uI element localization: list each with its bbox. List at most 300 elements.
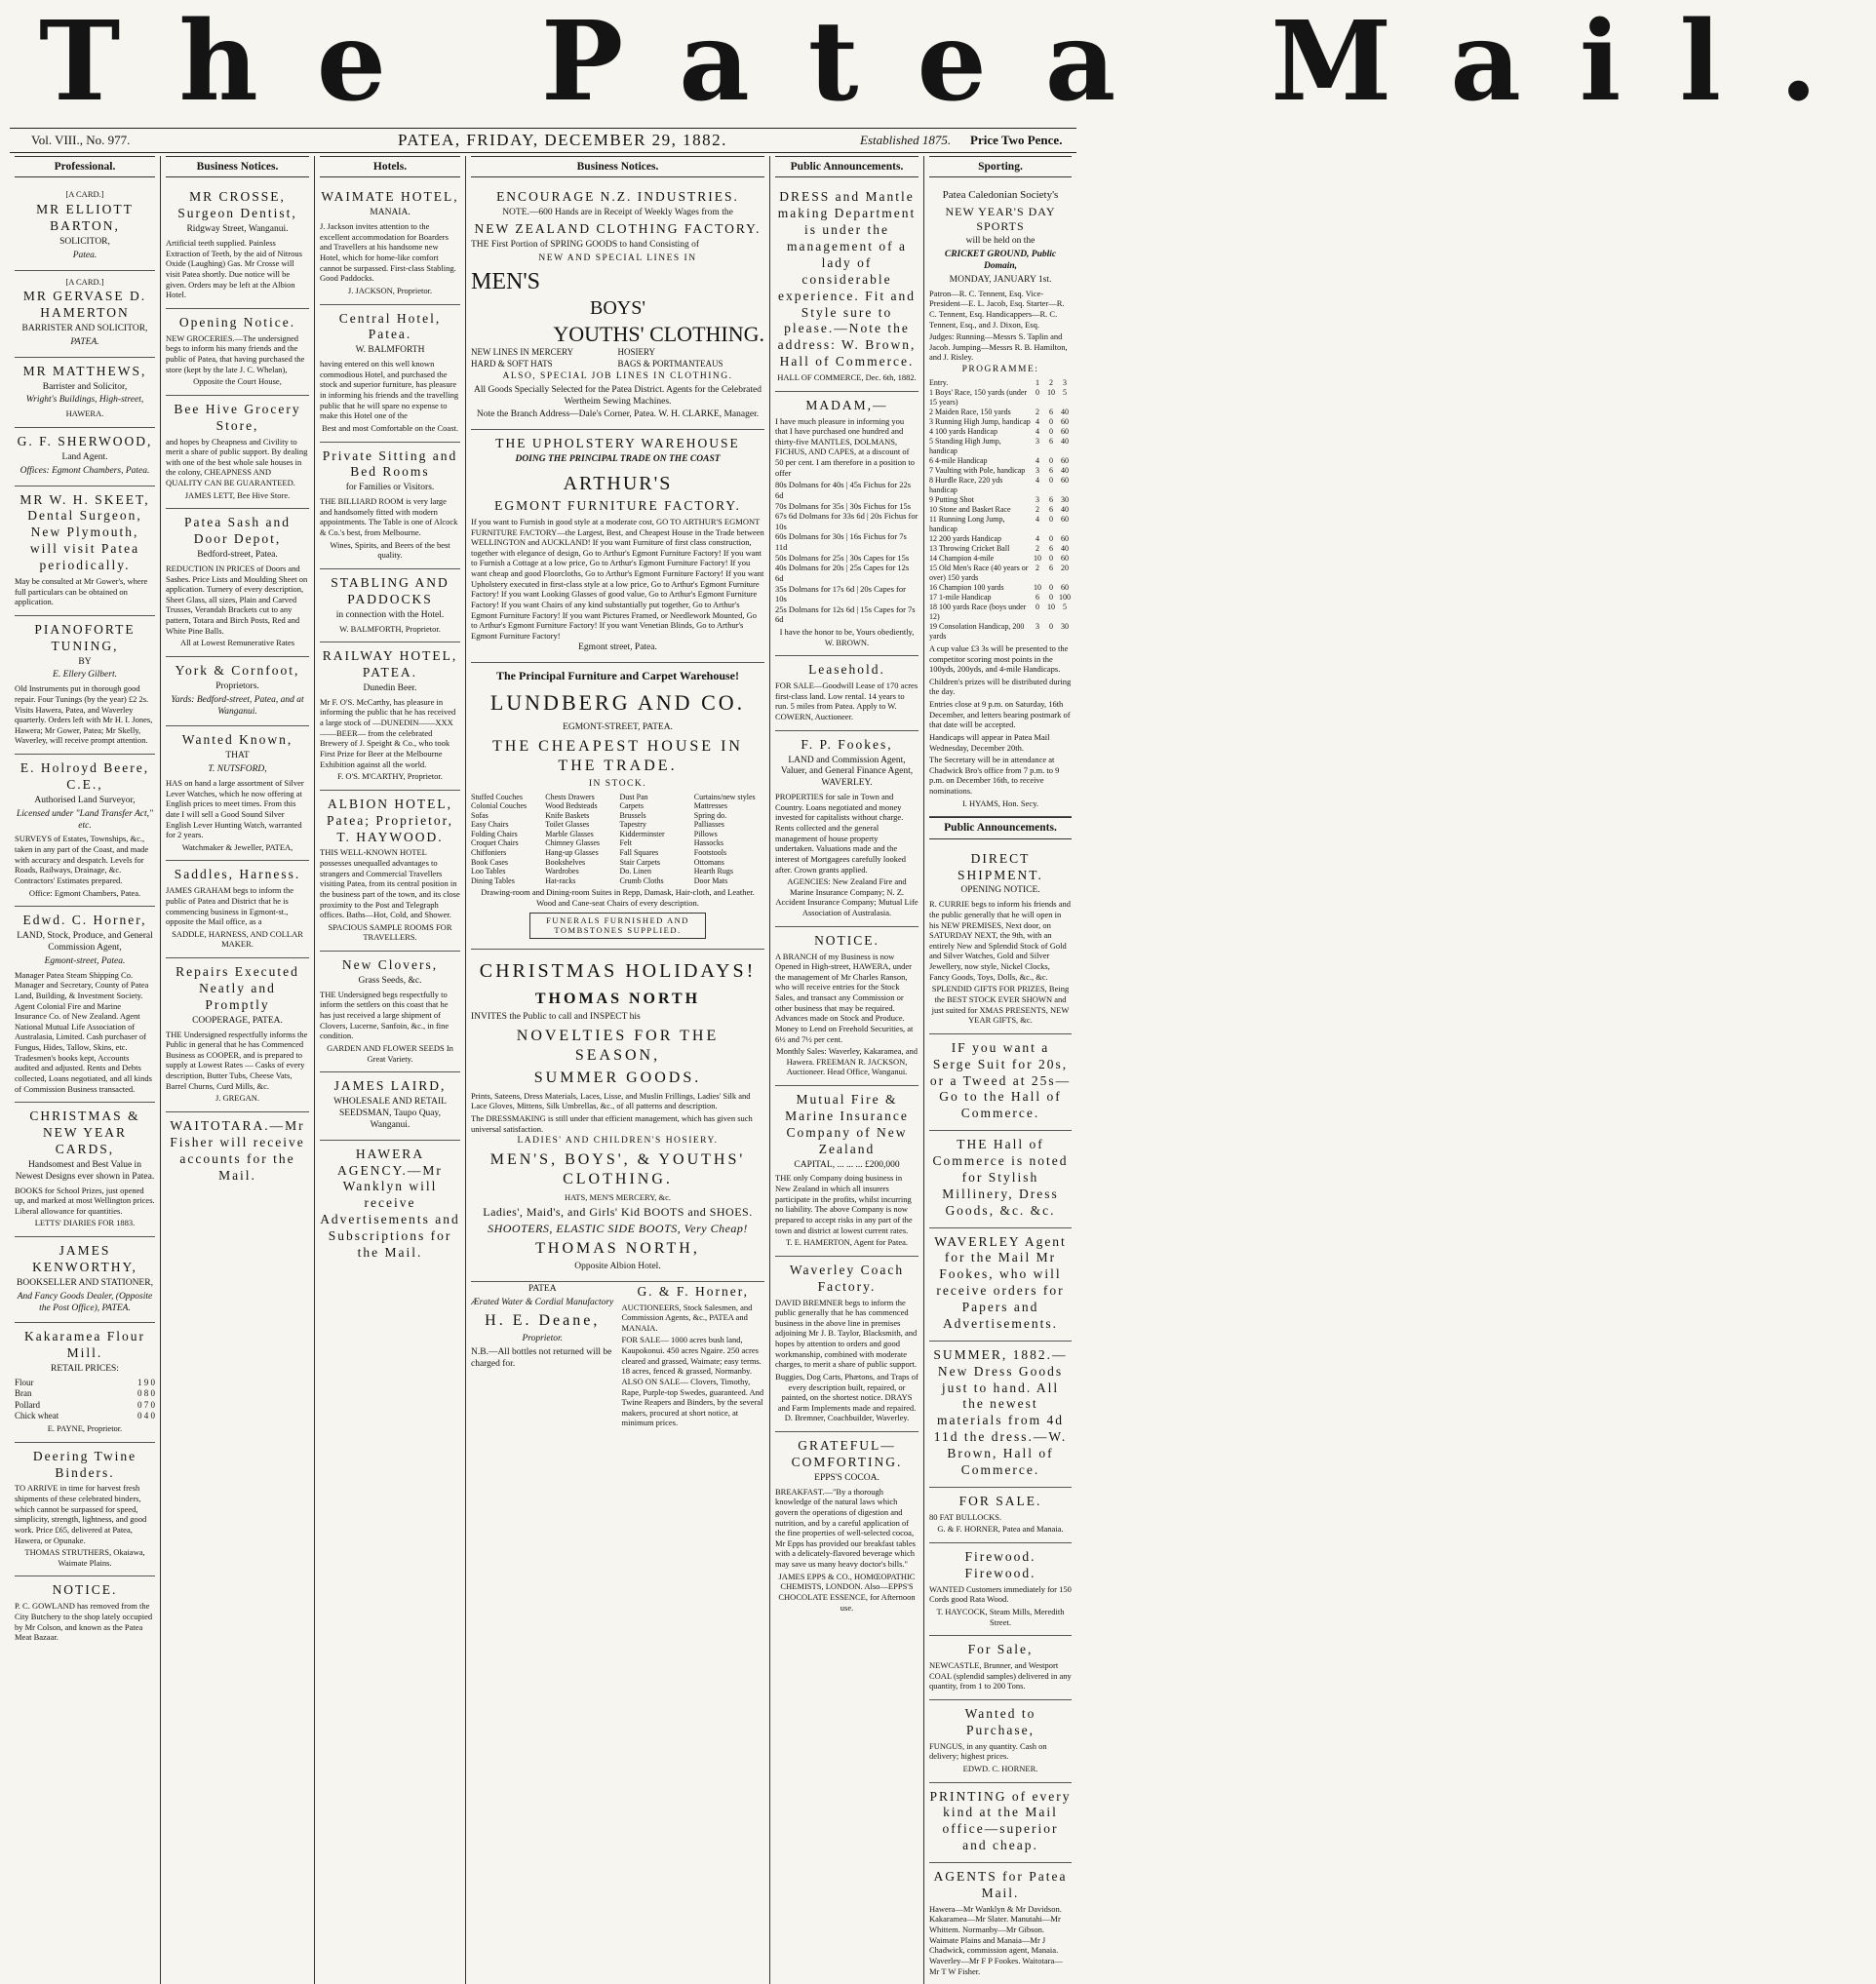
- programme-cell: 18 100 yards Race (boys under 12): [929, 602, 1027, 621]
- programme-cell: 10: [1047, 602, 1055, 611]
- horner-ad: [622, 1282, 765, 1430]
- price-value: 0 8 0: [137, 1388, 155, 1399]
- column-professional: [10, 156, 161, 1984]
- advertisement: [166, 657, 309, 727]
- programme-cell: 2: [1036, 407, 1039, 416]
- ad-also: ALSO, SPECIAL JOB LINES IN CLOTHING.: [502, 370, 733, 381]
- programme-cell: 3 Running High Jump, handicap: [929, 416, 1031, 426]
- clothing-line: HOSIERY: [617, 347, 656, 358]
- business-name: ARTHUR'S: [563, 473, 673, 494]
- ad-slogan: THE CHEAPEST HOUSE IN THE TRADE.: [492, 737, 743, 774]
- ad-footer: All Goods Specially Selected for the Patea District. Agents for the Celebrated Wertheim Sewing Machines.: [474, 384, 762, 407]
- ad-extra: E. PAYNE, Proprietor.: [47, 1423, 123, 1433]
- column-public-announcements: [770, 156, 924, 1984]
- programme-cell: 0: [1049, 455, 1053, 465]
- ad-role: MANAIA.: [370, 208, 410, 218]
- price-line: 70s Dolmans for 35s | 30s Fichus for 15s: [775, 500, 912, 511]
- mantle-price-list: [775, 480, 918, 625]
- stock-item: Folding Chairs: [471, 829, 518, 838]
- ad-heading: MR GERVASE D. HAMERTON: [22, 289, 147, 320]
- ad-extra: SPACIOUS SAMPLE ROOMS FOR TRAVELLERS.: [328, 921, 452, 943]
- ad-signature: THOMAS NORTH,: [535, 1239, 700, 1257]
- ad-heading: Deering Twine Binders.: [32, 1448, 137, 1480]
- ad-heading: FOR SALE.: [958, 1493, 1042, 1508]
- programme-cell: 0: [1049, 533, 1053, 543]
- ad-body: and hopes by Cheapness and Civility to merit a share of public support. By dealing with one of the best whole sale houses in the colony, CHEAPNESS AND QUALITY CAN BE GUARANTEED.: [166, 436, 308, 487]
- programme-cell: 0: [1049, 621, 1053, 631]
- dateline: [10, 128, 1076, 153]
- advertisement: [15, 1103, 155, 1237]
- programme-row: [929, 583, 1072, 593]
- ad-role: Authorised Land Surveyor,: [34, 795, 136, 805]
- programme-cell: 2: [1036, 543, 1039, 553]
- advertisement: [775, 183, 918, 391]
- sports-signature: I. HYAMS, Hon. Secy.: [961, 797, 1039, 808]
- mens-heading: MEN'S: [471, 268, 541, 294]
- price-line: 60s Dolmans for 30s | 16s Fichus for 7s 11d: [775, 531, 907, 552]
- stock-item: Marble Glasses: [545, 829, 594, 838]
- programme-cell: 7 Vaulting with Pole, handicap: [929, 465, 1026, 475]
- ad-body: May be consulted at Mr Gower's, where full particulars can be obtained on application.: [15, 575, 148, 607]
- established-year: Established 1875.: [860, 133, 952, 147]
- advertisement: [320, 443, 460, 569]
- ad-intro: THE First Portion of SPRING GOODS to hand Consisting of: [471, 240, 700, 250]
- ad-role: BARRISTER AND SOLICITOR,: [21, 323, 148, 333]
- ad-extra: GARDEN AND FLOWER SEEDS In Great Variety.: [327, 1042, 453, 1064]
- programme-cell: 40: [1061, 465, 1069, 475]
- shooters-heading: SHOOTERS, ELASTIC SIDE BOOTS, Very Cheap!: [488, 1221, 748, 1235]
- ad-body: NEW GROCERIES.—The undersigned begs to inform his many friends and the public of Patea, that having purchased the store (kept by the late J. C. Whelan),: [166, 332, 305, 374]
- ad-body: A BRANCH of my Business is now Opened in High-street, HAWERA, under the management of Mr Charles Ranson, who will receive entries for the Stock Sales, and transact any Commission or other business that may be required. Advances made on Stock and Produce. Money to Lend on Freehold Securities, at 6½ and 7½ per cent.: [775, 951, 914, 1044]
- programme-cell: 8 Hurdle Race, 220 yds handicap: [929, 475, 1003, 494]
- ad-subheading: DOING THE PRINCIPAL TRADE ON THE COAST: [515, 454, 721, 465]
- advertisement: [775, 1086, 918, 1257]
- stock-item: Book Cases: [471, 857, 508, 867]
- ad-heading: Repairs Executed Neatly and Promptly: [176, 964, 299, 1012]
- ad-place: And Fancy Goods Dealer, (Opposite the Post Office), PATEA.: [17, 1291, 153, 1313]
- programme-row: [929, 456, 1072, 466]
- ad-body: Artificial teeth supplied. Painless Extraction of Teeth, by the aid of Nitrous Oxide (Laughing) Gas. Mr Crosse will visit Patea shortly. Due notice will be given. Orders may be left at the Albion Hotel.: [166, 238, 302, 300]
- ad-heading: Leasehold.: [808, 662, 885, 678]
- price-line: 25s Dolmans for 12s 6d | 15s Capes for 7s 6d: [775, 603, 916, 625]
- programme-cell: 0: [1049, 553, 1053, 563]
- advertisement: [775, 1432, 918, 1620]
- ad-role: Ridgway Street, Wanganui.: [186, 224, 289, 235]
- ad-extra: W. BALMFORTH, Proprietor.: [339, 623, 441, 634]
- advertisement: [166, 183, 309, 308]
- ad-role: for Families or Visitors.: [345, 483, 435, 493]
- flour-price-list: [15, 1378, 155, 1421]
- ad-place: Offices: Egmont Chambers, Patea.: [20, 465, 150, 476]
- ad-body: SURVEYS of Estates, Townships, &c., taken in any part of the Coast, and made with accuracy and despatch. Levels for Roads, Railways, Drainage, &c. Contractors' Estimates prepared.: [15, 834, 149, 885]
- ad-heading: HAWERA AGENCY.—Mr Wanklyn will receive Advertisements and Subscriptions for the Mail.: [320, 1146, 460, 1260]
- programme-cell: 9 Putting Shot: [929, 494, 974, 504]
- programme-row: [929, 388, 1072, 408]
- advertisement: [15, 183, 155, 270]
- advertisement: [929, 1488, 1072, 1543]
- programme-row: [929, 495, 1072, 505]
- ad-heading: MR W. H. SKEET, Dental Surgeon, New Plymouth, will visit Patea periodically.: [20, 491, 150, 572]
- ad-body: FOR SALE—Goodwill Lease of 170 acres first-class land. Low rental. 14 years to run. 5 miles from Patea. Apply to W. COWERN, Auctioneer.: [775, 681, 918, 721]
- sports-venue: will be held on the: [965, 236, 1036, 247]
- issue-price: Price Two Pence.: [970, 133, 1063, 147]
- advertisement: [15, 1237, 155, 1323]
- ad-headline: ENCOURAGE N.Z. INDUSTRIES.: [496, 189, 739, 205]
- ad-body: THE Undersigned respectfully informs the Public in general that he has Commenced Business as COOPER, and is prepared to supply at Lowest Rates — Casks of every description, Butter Tubs, Cheese Vats, Barrel Churns, Curd Mills, &c.: [166, 1029, 308, 1091]
- section-heading: Business Notices.: [166, 156, 309, 177]
- ad-address: Egmont street, Patea.: [578, 642, 657, 653]
- ad-heading: PRINTING of every kind at the Mail office—superior and cheap.: [929, 1788, 1072, 1853]
- ad-heading: GRATEFUL—COMFORTING.: [791, 1438, 903, 1469]
- ad-role: SOLICITOR,: [59, 236, 110, 247]
- stock-item: Curtains/new styles: [693, 792, 756, 801]
- programme-cell: 30: [1061, 621, 1069, 631]
- ad-heading: MR ELLIOTT BARTON,: [36, 202, 134, 233]
- programme-row: [929, 408, 1072, 417]
- programme-cell: 19 Consolation Handicap, 200 yards: [929, 621, 1025, 641]
- ad-extra: JAMES LETT, Bee Hive Store.: [184, 489, 291, 500]
- sports-ground: CRICKET GROUND, Public Domain,: [944, 250, 1057, 271]
- programme-cell: 10: [1047, 387, 1055, 397]
- column-business-notices-wide: [466, 156, 770, 1984]
- ad-list: [166, 183, 309, 1191]
- sports-society: Patea Caledonian Society's: [942, 189, 1059, 202]
- ad-body: NEWCASTLE, Brunner, and Westport COAL (splendid samples) delivered in any quantity, from 1 to 200 Tons.: [929, 1660, 1072, 1692]
- ad-heading: THE Hall of Commerce is noted for Stylish Millinery, Dress Goods, &c. &c.: [932, 1137, 1069, 1218]
- advertisement: [320, 952, 460, 1072]
- advertisement: [15, 428, 155, 486]
- programme-cell: 3: [1036, 621, 1039, 631]
- programme-cell: 40: [1061, 407, 1069, 416]
- issue-date: PATEA, FRIDAY, DECEMBER 29, 1882.: [398, 131, 727, 149]
- advertisement: [320, 642, 460, 791]
- volume-number: Vol. VIII., No. 977.: [31, 133, 131, 147]
- advertisement: [320, 305, 460, 443]
- ad-body: TO ARRIVE in time for harvest fresh shipments of these celebrated binders, which cannot be surpassed for speed, simplicity, strength, lightness, and good work. Price £65, delivered at Patea, Hawera, or Opunake.: [15, 1483, 147, 1545]
- ad-heading: RAILWAY HOTEL, PATEA.: [322, 648, 458, 680]
- stock-item: Crumb Cloths: [619, 875, 664, 885]
- programme-table: [929, 388, 1072, 642]
- programme-cell: 0: [1049, 582, 1053, 592]
- ad-body: THE only Company doing business in New Zealand in which all insurers participate in the profits, whilst incurring no liability. The above Company is now prepared to accept risks in any part of the town and district at lowest current rates.: [775, 1173, 913, 1235]
- price-value: 0 7 0: [137, 1399, 155, 1410]
- business-name: G. & F. Horner,: [637, 1283, 750, 1299]
- ad-sale: FOR SALE— 1000 acres bush land, Kaupokonui. 450 acres Ngaire. 250 acres cleared and grassed, Waimate; easy terms. 18 acres, fenced & grassed, Normanby. ALSO ON SALE— Clovers, Timothy, Rape, Purple-top Swedes, guaranteed. And Twine Reapers and Binders, by the several makers, procured at short notice, at minimum prices.: [621, 1335, 764, 1428]
- ad-role: Proprietors.: [215, 681, 259, 691]
- ad-role: Proprietor.: [522, 1334, 564, 1344]
- ad-body: PROPERTIES for sale in Town and Country. Loans negotiated and money invested for capitalists without charge. Rents collected and the general management of house property undertaken. Valuations made and the interest of Mortgagees carefully looked after. Crown grants applied.: [775, 792, 907, 875]
- programme-title: PROGRAMME:: [961, 365, 1039, 374]
- stock-item: Chiffoniers: [471, 848, 507, 858]
- youths-heading: YOUTHS' CLOTHING.: [553, 321, 764, 346]
- advertisement: [15, 907, 155, 1103]
- ad-heading: WAIMATE HOTEL,: [321, 189, 459, 205]
- ad-place: Egmont-street, Patea.: [44, 955, 126, 966]
- programme-row: [929, 437, 1072, 456]
- stock-item: Felt: [619, 838, 632, 848]
- ad-heading: Wanted Known,: [181, 732, 293, 748]
- ad-heading: E. Holroyd Beere, C.E.,: [20, 760, 150, 792]
- advertisement: [15, 358, 155, 428]
- ad-heading: AGENTS for Patea Mail.: [933, 1869, 1068, 1900]
- ad-note: NOTE.—600 Hands are in Receipt of Weekly Wages from the: [502, 208, 733, 218]
- ad-place: Wright's Buildings, High-street,: [25, 395, 144, 406]
- programme-cell: 4 100 yards Handicap: [929, 426, 997, 436]
- ad-heading: Wanted to Purchase,: [964, 1705, 1036, 1737]
- ad-extra: G. & F. HORNER, Patea and Manaia.: [937, 1524, 1064, 1535]
- programme-cell: 1 Boys' Race, 150 yards (under 15 years): [929, 387, 1028, 407]
- ad-extra: Best and most Comfortable on the Coast.: [322, 422, 458, 433]
- advertisement: [15, 271, 155, 358]
- ad-extra: JAMES EPPS & CO., HOMŒOPATHIC CHEMISTS, LONDON. Also—EPPS'S CHOCOLATE ESSENCE, for Afternoon use.: [778, 1571, 916, 1613]
- ad-extra: HAWERA.: [65, 408, 104, 419]
- factory-name: EGMONT FURNITURE FACTORY.: [494, 498, 741, 513]
- ad-body: P. C. GOWLAND has removed from the City Butchery to the shop lately occupied by Mr Colson, and known as the Patea Meat Bazaar.: [15, 1601, 153, 1643]
- price-row: [15, 1378, 155, 1388]
- ad-extra: SPLENDID GIFTS FOR PRIZES, Being the BEST STOCK EVER SHOWN and just suited for XMAS PRESENTS, NEW YEAR GIFTS, &c.: [931, 984, 1070, 1026]
- programme-row: [929, 544, 1072, 554]
- advertisement: [929, 1700, 1072, 1783]
- programme-cell: 0: [1049, 592, 1053, 602]
- ad-body: If you want to Furnish in good style at a moderate cost, GO TO ARTHUR'S EGMONT FURNITURE FACTORY—the Largest, Best, and Cheapest House in the Trade between WELLINGTON and AUCKLAND! If you want Furniture of first class construction, together with elegance of design, Go to Arthur's Egmont Furniture Factory! If you want to Furnish a Cottage at a low price, Go to Arthur's Egmont Furniture Factory! If you want cheap and good Floorcloths, Go to Arthur's Egmont Furniture Factory! If you want Upholstery executed in first-class style at a low price, Go to Arthur's Egmont Furniture Factory! If you want Looking Glasses of good value, Go to Arthur's Egmont Furniture Factory! If you want Chairs of any kind substantially put together, Go to Arthur's Egmont Furniture Factory! If you want Pictures Framed, or Needlework Mounted, Go to Arthur's Egmont Furniture Factory! If you want Venetian Blinds, Go to Arthur's Egmont Furniture Factory!: [471, 516, 764, 641]
- advertisement: [929, 1543, 1072, 1636]
- ad-headline: THE UPHOLSTERY WAREHOUSE: [495, 436, 740, 451]
- programme-cell: 2: [1036, 504, 1039, 514]
- advertisement: [929, 1228, 1072, 1342]
- advertisement: [166, 509, 309, 657]
- programme-cell: 60: [1061, 455, 1069, 465]
- ad-place: Yards: Bedford-street, Patea, and at Wanganui.: [171, 694, 304, 717]
- ad-extra: I have the honor to be, Yours obediently, W. BROWN.: [779, 627, 915, 647]
- sports-date: MONDAY, JANUARY 1st.: [949, 274, 1052, 285]
- ad-place: Licensed under "Land Transfer Act," etc.: [16, 808, 153, 831]
- page-columns: [10, 156, 1076, 1976]
- programme-cell: 5: [1063, 602, 1067, 611]
- ad-role: Barrister and Solicitor,: [42, 381, 128, 392]
- stock-item: Hearth Rugs: [693, 867, 733, 876]
- ad-place: PATEA.: [70, 336, 99, 347]
- programme-cell: 17 1-mile Handicap: [929, 592, 992, 602]
- programme-cell: 6: [1049, 436, 1053, 446]
- ad-role: Bedford-street, Patea.: [197, 550, 278, 560]
- section-heading: Professional.: [15, 156, 155, 177]
- ad-street: EGMONT-STREET, PATEA.: [563, 721, 673, 732]
- programme-cell: 2 Maiden Race, 150 yards: [929, 407, 1011, 416]
- section-heading: Sporting.: [929, 156, 1072, 177]
- programme-cell: 60: [1061, 426, 1069, 436]
- stock-item: Footstools: [693, 848, 727, 858]
- ad-extra: Wines, Spirits, and Beers of the best quality.: [330, 539, 450, 561]
- ad-extra: J. JACKSON, Proprietor.: [347, 285, 433, 295]
- section-heading: Business Notices.: [471, 156, 764, 177]
- ad-extra: HALL OF COMMERCE, Dec. 6th, 1882.: [777, 372, 917, 382]
- stock-item: Palliasses: [693, 820, 724, 830]
- ad-role: OPENING NOTICE.: [960, 885, 1040, 896]
- programme-cell: 4: [1036, 426, 1039, 436]
- programme-cell: 3: [1036, 494, 1039, 504]
- novelties-heading: NOVELTIES FOR THE SEASON,: [516, 1027, 720, 1064]
- advertisement: [320, 569, 460, 642]
- programme-cell: 10: [1034, 553, 1041, 563]
- ad-body: I have much pleasure in informing you that I have purchased one hundred and thirty-five MANTLES, DOLMANS, FICHUS, AND CAPES, at a discount of 50 per cent. I am therefore in a position to offer: [775, 415, 916, 478]
- ad-heading: JAMES LAIRD,: [333, 1078, 447, 1094]
- ad-extra: J. GREGAN.: [215, 1093, 260, 1104]
- ad-role: BY: [78, 656, 92, 667]
- advertisement: [166, 861, 309, 958]
- column-hotels: [315, 156, 466, 1984]
- ad-heading: WAITOTARA.—Mr Fisher will receive accounts for the Mail.: [170, 1117, 305, 1183]
- programme-cell: 6: [1049, 504, 1053, 514]
- price-row: [15, 1388, 155, 1399]
- ad-place: Patea.: [72, 250, 98, 260]
- ad-body: THE BILLIARD ROOM is very large and handsomely fitted with modern appointments. The Table is one of Alcock & Co.'s best, from Melbourne.: [320, 496, 458, 537]
- advertisement: [166, 726, 309, 861]
- ad-extra: T. HAYCOCK, Steam Mills, Meredith Street.: [936, 1606, 1065, 1627]
- ad-list: [775, 183, 918, 1620]
- deane-ad: [471, 1282, 614, 1430]
- thomas-north-ad: [471, 950, 764, 1282]
- price-row: [15, 1411, 155, 1421]
- sports-officers: Patron—R. C. Tennent, Esq. Vice-President—E. L. Jacob, Esq. Starter—R. C. Tennent, Esq. Handicappers—R. C. Tennent, Esq., and J. Dixon, Esq.: [929, 288, 1065, 330]
- ad-extra: F. O'S. M'CARTHY, Proprietor.: [337, 771, 443, 782]
- ad-body: THE Undersigned begs respectfully to inform the settlers on this coast that he has just received a large shipment of Clovers, Lucerne, Sanfoin, &c., in fine condition.: [320, 989, 449, 1041]
- programme-cell: 6: [1049, 543, 1053, 553]
- programme-cell: 60: [1061, 553, 1069, 563]
- ad-heading: Waverley Coach Factory.: [789, 1262, 905, 1294]
- summer-heading: SUMMER GOODS.: [533, 1069, 702, 1086]
- hats-line: HATS, MEN'S MERCERY, &c.: [564, 1192, 672, 1203]
- masthead: [0, 0, 1876, 126]
- advertisement: [775, 731, 918, 927]
- sports-entries: Entries close at 9 p.m. on Saturday, 16th December, and letters bearing postmark of that date will be accepted.: [929, 699, 1071, 730]
- ad-role: Dunedin Beer.: [363, 682, 417, 693]
- ad-extra: T. E. HAMERTON, Agent for Patea.: [785, 1237, 908, 1248]
- ad-note: N.B.—All bottles not returned will be charged for.: [471, 1347, 612, 1370]
- ad-body: FUNGUS, in any quantity. Cash on delivery; highest prices.: [929, 1740, 1047, 1762]
- ad-heading: PIANOFORTE TUNING,: [34, 621, 136, 653]
- programme-cell: 4: [1036, 475, 1039, 485]
- ad-role: CAPITAL, ... ... ... £200,000: [794, 1159, 900, 1170]
- stock-item: Brussels: [619, 810, 646, 820]
- stock-list: [471, 793, 764, 886]
- advertisement: [775, 656, 918, 730]
- stock-item: Chests Drawers: [545, 792, 595, 801]
- bottom-ads-row: [471, 1282, 764, 1430]
- stock-item: Do. Linen: [619, 867, 651, 876]
- programme-cell: 16 Champion 100 yards: [929, 582, 1004, 592]
- programme-row: [929, 427, 1072, 437]
- ad-role: WHOLESALE AND RETAIL SEEDSMAN, Taupo Quay, Wanganui.: [333, 1097, 447, 1130]
- price-row: [15, 1400, 155, 1411]
- programme-cell: 13 Throwing Cricket Ball: [929, 543, 1010, 553]
- ad-body: J. Jackson invites attention to the excellent accommodation for Boarders and Travellers at his handsome new Hotel, which for home-like comfort cannot be surpassed. First-class Stabling. Good Paddocks.: [320, 221, 456, 284]
- ad-heading: Opening Notice.: [178, 314, 296, 330]
- ad-role: Land Agent.: [61, 451, 108, 462]
- advertisement: [929, 1783, 1072, 1864]
- ad-extra: Watchmaker & Jeweller, PATEA,: [181, 841, 293, 852]
- ad-heading: MR CROSSE, Surgeon Dentist,: [177, 189, 297, 221]
- advertisement: [929, 1863, 1072, 1984]
- ad-heading: ALBION HOTEL, Patea; Proprietor, T. HAYWOOD.: [327, 796, 453, 844]
- price-item: Pollard: [15, 1399, 40, 1410]
- ad-heading: DRESS and Mantle making Department is under the management of a lady of considerable experience. Fit and Style sure to please.—Note the address: W. Brown, Hall of Commerce.: [777, 189, 917, 370]
- ad-body: Prints, Sateens, Dress Materials, Laces, Lisse, and Muslin Frillings, Ladies' Silk and Lace Gloves, Mittens, Silk Umbrellas, &c., of all patterns and description.: [471, 1090, 751, 1111]
- ad-heading: York & Cornfoot,: [175, 662, 300, 678]
- stock-item: Tapestry: [619, 820, 646, 830]
- stock-item: Door Mats: [693, 875, 728, 885]
- programme-cell: 4: [1036, 533, 1039, 543]
- ad-body: having entered on this well known commodious Hotel, and purchased the stock and superior furniture, has pleasure in informing his friends and the travelling public that he will spare no expense to make this Hotel one of the: [320, 359, 459, 421]
- stock-item: Wardrobes: [545, 867, 579, 876]
- ad-role: BOOKSELLER AND STATIONER,: [17, 1277, 153, 1288]
- ad-extra: Monthly Sales: Waverley, Kakaramea, and Hawera. FREEMAN R. JACKSON, Auctioneer. Head Office, Wanganui.: [776, 1046, 918, 1077]
- programme-cell: 0: [1049, 475, 1053, 485]
- programme-row: [929, 534, 1072, 544]
- ad-body: JAMES GRAHAM begs to inform the public of Patea and District that he is commencing business in Egmont-st., opposite the Mail office, as a: [166, 885, 294, 927]
- ad-heading: WAVERLEY Agent for the Mail Mr Fookes, who will receive orders for Papers and Advertisements.: [934, 1233, 1067, 1331]
- price-line: 67s 6d Dolmans for 33s 6d | 20s Fichus for 10s: [775, 511, 918, 531]
- programme-header: Entry. 1 2 3: [929, 377, 1067, 387]
- sports-handicaps: Handicaps will appear in Patea Mail Wednesday, December 20th.: [929, 731, 1050, 753]
- programme-cell: 10: [1034, 582, 1041, 592]
- ad-extra: LETTS' DIARIES FOR 1883.: [34, 1218, 136, 1228]
- ad-heading: Saddles, Harness.: [174, 867, 301, 882]
- ad-body: R. CURRIE begs to inform his friends and the public generally that he will open in his NEW PREMISES, Next door, on SATURDAY NEXT, the 9th, with an entirely New and Splendid Stock of Gold and Silver Watches, Gold and Silver Jewellery, now style, Nickel Clocks, Fancy Goods, Toys, Dolls, &c., &c.: [929, 899, 1071, 982]
- section-heading: Public Announcements.: [775, 156, 918, 177]
- programme-cell: 100: [1059, 592, 1071, 602]
- hosiery-heading: LADIES' AND CHILDREN'S HOSIERY.: [517, 1136, 719, 1147]
- programme-cell: 60: [1061, 533, 1069, 543]
- programme-cell: 3: [1036, 465, 1039, 475]
- ad-list: [929, 845, 1072, 1984]
- price-line: 35s Dolmans for 17s 6d | 20s Capes for 10s: [775, 583, 906, 604]
- ad-heading: MR MATTHEWS,: [22, 363, 147, 378]
- programme-cell: 0: [1036, 602, 1039, 611]
- price-item: Flour: [15, 1378, 34, 1387]
- ad-place: PATEA: [528, 1283, 557, 1294]
- boots-heading: Ladies', Maid's, and Girls' Kid BOOTS and SHOES.: [483, 1204, 753, 1219]
- stock-item: Croquet Chairs: [471, 838, 519, 848]
- programme-cell: 0: [1049, 514, 1053, 524]
- stock-heading: IN STOCK.: [588, 778, 647, 789]
- programme-row: [929, 417, 1072, 427]
- stock-item: Wood Bedsteads: [545, 801, 598, 811]
- ad-body: HAS on hand a large assortment of Silver Lever Watches, which he now offering at English prices to meet times. From this date I will sell a Good Sound Silver English Lever Hunting Watch, warranted for 2 years.: [166, 778, 304, 840]
- clothing-lines: [471, 347, 764, 370]
- ad-heading: G. F. SHERWOOD,: [17, 433, 153, 448]
- ad-role: in connection with the Hotel.: [335, 609, 445, 620]
- stock-item: Sofas: [471, 810, 489, 820]
- business-name: LUNDBERG AND CO.: [489, 690, 746, 716]
- ad-role: EPPS'S COCOA.: [814, 1472, 879, 1483]
- ad-heading: NOTICE.: [814, 932, 879, 948]
- ad-extra: Opposite the Court House,: [193, 376, 282, 387]
- programme-cell: 6: [1049, 407, 1053, 416]
- sports-secretary: The Secretary will be in attendance at Chadwick Bro's office from 7 p.m. to 9 p.m. on December 16th, to receive nominations.: [929, 755, 1060, 796]
- advertisement: [166, 958, 309, 1112]
- programme-cell: 5 Standing High Jump, handicap: [929, 436, 1001, 455]
- advertisement: [929, 1034, 1072, 1131]
- advertisement: [15, 1323, 155, 1442]
- ad-heading: Bee Hive Grocery Store,: [174, 401, 301, 433]
- ad-heading: STABLING AND PADDOCKS: [331, 574, 449, 606]
- ad-role: RETAIL PRICES:: [51, 1364, 119, 1375]
- stock-item: Knife Baskets: [545, 810, 590, 820]
- ad-trade: Ærated Water & Cordial Manufactory: [471, 1297, 614, 1307]
- ad-body: BOOKS for School Prizes, just opened up, and marked at most Wellington prices. Liberal allowance for quantities.: [15, 1185, 155, 1216]
- stock-item: Dining Tables: [471, 875, 515, 885]
- stock-item: Loo Tables: [471, 867, 506, 876]
